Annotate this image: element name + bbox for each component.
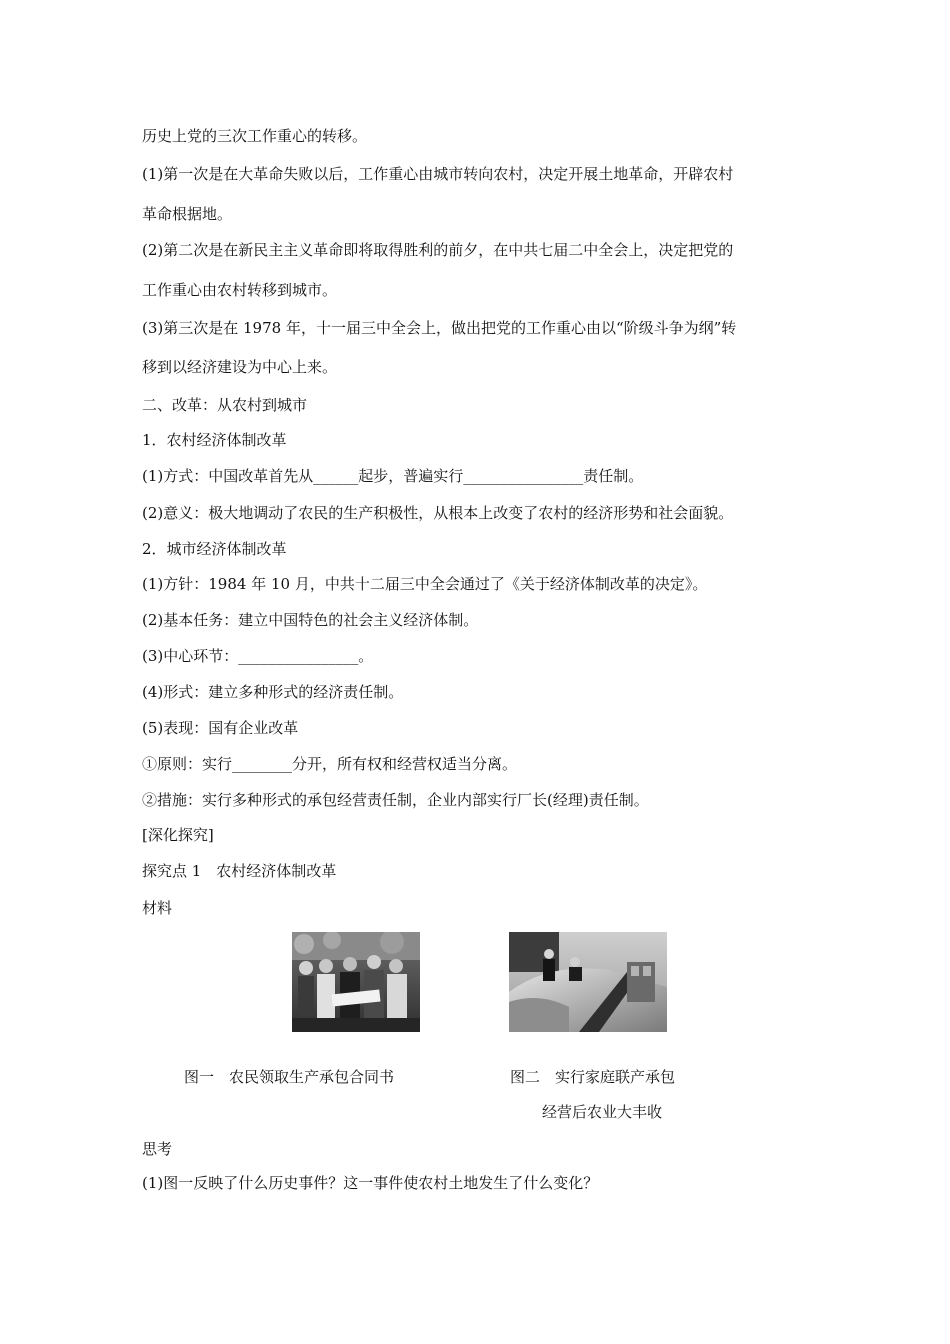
shift-1-line-b: 革命根据地。: [142, 205, 233, 223]
shift-2-line-a: (2)第二次是在新民主主义革命即将取得胜利的前夕，在中共七届二中全会上，决定把党的: [142, 241, 734, 259]
inquiry-point-1-heading: 探究点 1 农村经济体制改革: [142, 862, 337, 880]
shift-2-line-b: 工作重心由农村转移到城市。: [142, 281, 338, 299]
shift-3-line-b: 移到以经济建设为中心上来。: [142, 358, 338, 376]
urban-form-line: (4)形式：建立多种形式的经济责任制。: [142, 683, 404, 701]
principle-line: ①原则：实行________分开，所有权和经营权适当分离。: [142, 755, 518, 773]
figure-2-caption-line-2: 经营后农业大丰收: [542, 1103, 663, 1121]
figure-1-photo: [292, 932, 420, 1032]
figure-2-image: [509, 932, 667, 1032]
shift-3-line-a: (3)第三次是在 1978 年，十一届三中全会上，做出把党的工作重心由以“阶级斗争为纲”转: [142, 319, 737, 337]
section-heading-reform: 二、改革：从农村到城市: [142, 396, 308, 414]
shift-1-line-a: (1)第一次是在大革命失败以后，工作重心由城市转向农村，决定开展土地革命，开辟农村: [142, 165, 734, 183]
figure-2-caption-line-1: 图二 实行家庭联产承包: [510, 1068, 676, 1086]
rural-method-line: (1)方式：中国改革首先从______起步，普遍实行________________责任制。: [142, 467, 644, 485]
urban-manifestation-line: (5)表现：国有企业改革: [142, 719, 299, 737]
think-label: 思考: [142, 1140, 173, 1158]
question-1: (1)图一反映了什么历史事件？这一事件使农村土地发生了什么变化？: [142, 1174, 599, 1192]
measure-line: ②措施：实行多种形式的承包经营责任制，企业内部实行厂长(经理)责任制。: [142, 791, 649, 809]
urban-policy-line: (1)方针：1984 年 10 月，中共十二届三中全会通过了《关于经济体制改革的决定》。: [142, 575, 708, 593]
urban-task-line: (2)基本任务：建立中国特色的社会主义经济体制。: [142, 611, 479, 629]
subheading-rural-reform: 1．农村经济体制改革: [142, 431, 287, 449]
rural-significance-line: (2)意义：极大地调动了农民的生产积极性，从根本上改变了农村的经济形势和社会面貌。: [142, 504, 734, 522]
deepen-inquiry-heading: [深化探究]: [142, 826, 214, 844]
subheading-urban-reform: 2．城市经济体制改革: [142, 540, 287, 558]
material-label: 材料: [142, 899, 173, 917]
urban-central-link-line: (3)中心环节：________________。: [142, 647, 374, 665]
intro-line: 历史上党的三次工作重心的转移。: [142, 127, 368, 145]
figure-2-photo: [509, 932, 667, 1032]
figure-1-caption: 图一 农民领取生产承包合同书: [184, 1068, 395, 1086]
figure-1-image: [292, 932, 420, 1032]
